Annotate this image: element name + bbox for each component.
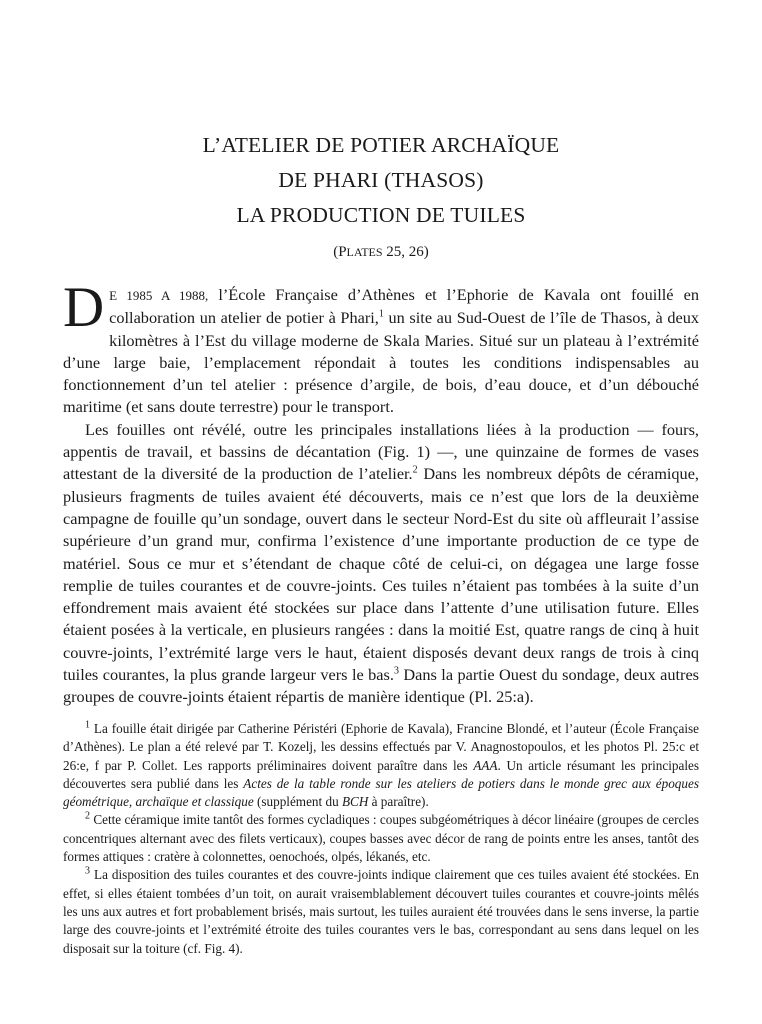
footnote-ref-1[interactable]: 1 [378,308,384,320]
body-paragraph-2 [63,419,699,709]
intro-text-a: l’École Française d’Athènes et l’Ephorie de Kavala ont fouillé en collaboration un atelier de potier à Phari, [109,285,699,328]
para2-text-c: Dans la partie Ouest du sondage, deux autres groupes de couvre-joints étaient répartis de manière identique (Pl. 25:a). [63,665,700,707]
title-line-1: L’ATELIER DE POTIER ARCHAÏQUE [202,133,560,157]
plates-initial: P [338,244,347,260]
footnote-1-marker: 1 [85,719,90,731]
article-body [63,276,700,709]
footnote-ref-2[interactable]: 2 [412,464,418,476]
footnote-1-italic-aaa: AAA [473,757,498,773]
intro-text-b: un site au Sud-Ouest de l’île de Thasos, à deux kilomètres à l’Est du village moderne de Skala Maries. Situé sur un plateau à l’extrémité d’une large baie, l’emplacement répondait à toutes les conditions indispensables au fonctionnement d’un tel atelier : présence d’argile, de bois, d’eau douce, et d’un débouché maritime (et sans doute terrestre) pour le transport. [63,308,699,417]
footnote-ref-3[interactable]: 3 [393,665,399,677]
footnote-2-text: Cette céramique imite tantôt des formes cycladiques : coupes subgéométriques à décor linéaire (groupes de cercles concentriques alternant avec des filets verticaux), coupes basses avec décor de rang de points entre les anses, tantôt des formes attiques : cratère à colonnettes, oenochoés, olpés, lékanés, etc. [63,812,699,865]
plates-numbers: 25, 26) [382,244,429,260]
footnote-1-text-b: . Un article résumant les principales découvertes sera publié dans les [63,757,700,791]
drop-cap: D [63,276,105,339]
footnote-1 [63,720,699,811]
article-title [0,128,762,233]
footnote-3-text: La disposition des tuiles courantes et des couvre-joints indique clairement que ces tuiles avaient été stockées. En effet, si elles étaient tombées d’un toit, on aurait vraisemblablement découvert tuiles courantes et couvre-joints mêlés les uns aux autres et fort probablement brisés, mais surtout, les tuiles auraient été trouvées dans le sens inverse, la partie large des couvre-joints et l’extrémité étroite des tuiles courantes vers le bas, correspondant au sens dans lequel on les disposait sur la toiture (cf. Fig. 4). [63,867,699,956]
footnote-3 [63,866,699,957]
footnote-1-text-c: (supplément du [253,794,342,810]
para2-text-a: Les fouilles ont révélé, outre les principales installations liées à la production — fours, appentis de travail, et bassins de décantation (Fig. 1) —, une quinzaine de formes de vases attestant de la diversité de la production de l’atelier. [63,419,699,484]
intro-lead-smallcaps: E 1985 A 1988, [109,288,209,303]
title-line-3: LA PRODUCTION DE TUILES [236,203,526,227]
intro-paragraph [63,276,699,419]
footnote-1-italic-bch: BCH [341,794,369,810]
footnote-2-marker: 2 [85,811,90,823]
footnote-1-text-a: La fouille était dirigée par Catherine Péristéri (Ephorie de Kavala), Francine Blondé, et l’auteur (École Française d’Athènes). Le plan a été relevé par T. Kozelj, les dessins effectués par V. Anagnostopoulos, et les photos Pl. 25:c et 26:e, f par P. Collet. Les rapports préliminaires doivent paraître dans les [63,721,699,773]
title-line-2: DE PHARI (THASOS) [278,168,484,192]
footnote-3-marker: 3 [85,865,90,877]
plates-reference [0,242,762,262]
plates-open-paren: ( [333,244,339,260]
footnote-1-text-d: à paraître). [368,794,429,810]
footnotes [63,720,699,958]
plates-smallcaps: LATES [346,245,383,259]
para2-text-b: Dans les nombreux dépôts de céramique, plusieurs fragments de tuiles avaient été découverts, mais ce n’est que lors de la deuxième campagne de fouille qu’un sondage, ouvert dans le secteur Nord-Est du site où affleurait l’assise supérieure d’un grand mur, confirma l’existence d’une importante production de ce type de matériel. Sous ce mur et s’étendant de chaque côté de celui-ci, on dégagea une large fosse remplie de tuiles courantes et de couvre-joints. Ces tuiles n’étaient pas tombées à la suite d’un effondrement mais avaient été stockées sur place dans l’attente d’une utilisation future. Elles étaient posées à la verticale, en plusieurs rangées : dans la moitié Est, quatre rangs de cinq à huit couvre-joints, l’extrémité large vers le haut, étaient disposés devant deux rangs de trois à cinq tuiles courantes, la plus grande largeur vers le bas. [63,464,699,685]
footnote-2 [63,811,699,866]
footnote-1-italic-actes: Actes de la table ronde sur les ateliers de potiers dans le monde grec aux époques géométrique, archaïque et classique [63,775,699,810]
